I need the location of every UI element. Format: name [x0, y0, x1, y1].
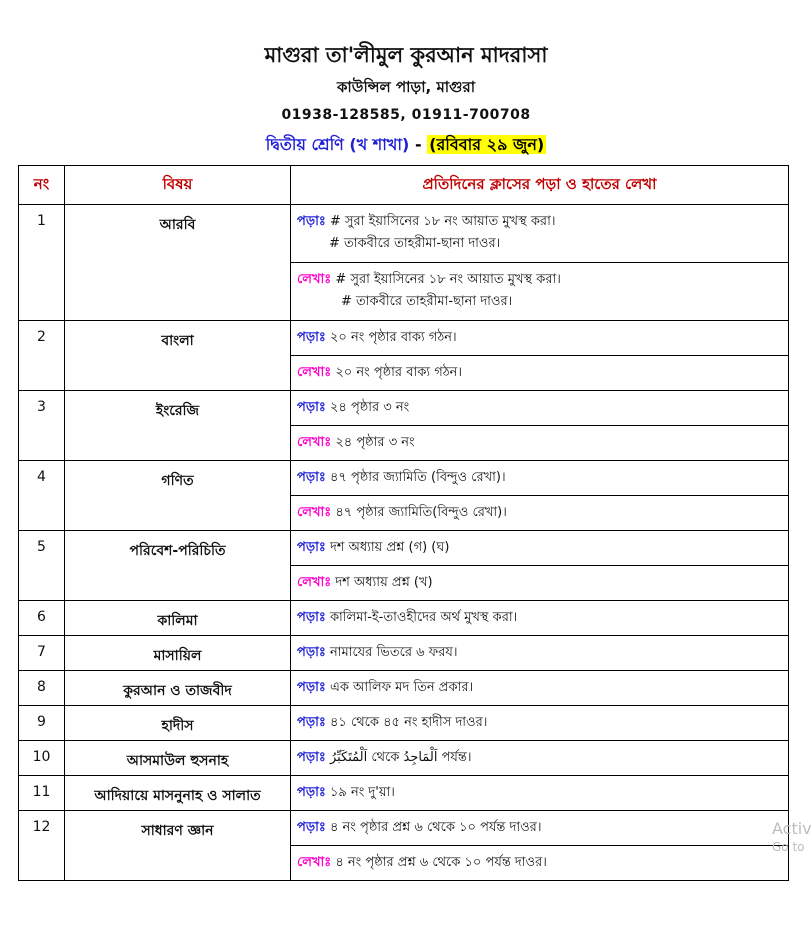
madrasa-title: মাগুরা তা'লীমুল কুরআন মাদরাসা — [264, 43, 548, 67]
madrasa-phones: 01938-128585, 01911-700708 — [281, 107, 531, 123]
row-number: 1 — [19, 205, 65, 321]
reading-label: পড়াঃ — [297, 680, 326, 695]
table-row — [19, 636, 789, 671]
writing-text: # সুরা ইয়াসিনের ১৮ নং আয়াত মুখস্থ করা। — [331, 272, 561, 287]
reading-cell — [291, 391, 789, 426]
row-number: 4 — [19, 461, 65, 531]
column-header-activity: প্রতিদিনের ক্লাসের পড়া ও হাতের লেখা — [291, 166, 789, 205]
reading-cell — [291, 741, 789, 776]
row-number: 10 — [19, 741, 65, 776]
writing-label: লেখাঃ — [297, 575, 332, 590]
reading-label: পড়াঃ — [297, 214, 326, 229]
writing-cell — [291, 846, 789, 881]
reading-cell — [291, 811, 789, 846]
writing-label: লেখাঃ — [297, 855, 332, 870]
row-subject: কালিমা — [65, 601, 291, 636]
watermark-line-1: Activ — [772, 819, 812, 838]
reading-label: পড়াঃ — [297, 610, 326, 625]
reading-text: ১৯ নং দু'য়া। — [325, 785, 395, 800]
reading-label: পড়াঃ — [297, 785, 326, 800]
row-subject: কুরআন ও তাজবীদ — [65, 671, 291, 706]
reading-text: ২০ নং পৃষ্ঠার বাক্য গঠন। — [325, 330, 457, 345]
column-header-no: নং — [19, 166, 65, 205]
reading-text: ৪ নং পৃষ্ঠার প্রশ্ন ৬ থেকে ১০ পর্যন্ত দাওর। — [325, 820, 542, 835]
row-number: 2 — [19, 321, 65, 391]
table-row — [19, 706, 789, 741]
writing-text: ৪ নং পৃষ্ঠার প্রশ্ন ৬ থেকে ১০ পর্যন্ত দাওর। — [331, 855, 547, 870]
writing-text: ২৪ পৃষ্ঠার ৩ নং — [331, 435, 415, 450]
reading-label: পড়াঃ — [297, 540, 326, 555]
reading-text: ৪১ থেকে ৪৫ নং হাদীস দাওর। — [325, 715, 488, 730]
reading-text: ২৪ পৃষ্ঠার ৩ নং — [325, 400, 410, 415]
row-subject: বাংলা — [65, 321, 291, 391]
reading-text: দশ অধ্যায় প্রশ্ন (গ) (ঘ) — [325, 540, 450, 555]
table-row — [19, 321, 789, 356]
writing-cell — [291, 356, 789, 391]
reading-cell — [291, 531, 789, 566]
row-number: 12 — [19, 811, 65, 881]
reading-text: # সুরা ইয়াসিনের ১৮ নং আয়াত মুখস্থ করা। — [325, 214, 556, 229]
reading-cell — [291, 461, 789, 496]
row-number: 6 — [19, 601, 65, 636]
writing-cell — [291, 263, 789, 321]
writing-line-2: # তাকবীরে তাহরীমা-ছানা দাওর। — [341, 294, 513, 309]
row-number: 8 — [19, 671, 65, 706]
date-label: (রবিবার ২৯ জুন) — [429, 135, 545, 154]
row-subject: আদিয়ায়ে মাসনুনাহ ও সালাত — [65, 776, 291, 811]
reading-text: এক আলিফ মদ তিন প্রকার। — [325, 680, 474, 695]
class-date-separator: - — [409, 135, 428, 154]
writing-cell — [291, 496, 789, 531]
writing-label: লেখাঃ — [297, 272, 332, 287]
table-row — [19, 811, 789, 846]
reading-cell — [291, 636, 789, 671]
row-number: 9 — [19, 706, 65, 741]
reading-text: কালিমা-ই-তাওহীদের অর্থ মুখস্থ করা। — [325, 610, 518, 625]
row-subject: আসমাউল হুসনাহ — [65, 741, 291, 776]
table-row — [19, 601, 789, 636]
row-number: 7 — [19, 636, 65, 671]
routine-table — [18, 165, 789, 881]
writing-cell — [291, 426, 789, 461]
reading-label: পড়াঃ — [297, 330, 326, 345]
class-label: দ্বিতীয় শ্রেণি (খ শাখা) — [265, 135, 410, 154]
writing-text: ৪৭ পৃষ্ঠার জ্যামিতি(বিন্দুও রেখা)। — [331, 505, 507, 520]
table-row — [19, 205, 789, 263]
row-subject: আরবি — [65, 205, 291, 321]
row-number: 5 — [19, 531, 65, 601]
column-header-subject: বিষয় — [65, 166, 291, 205]
reading-line — [297, 211, 788, 233]
row-subject: ইংরেজি — [65, 391, 291, 461]
row-subject: পরিবেশ-পরিচিতি — [65, 531, 291, 601]
reading-label: পড়াঃ — [297, 715, 326, 730]
table-row — [19, 776, 789, 811]
writing-text: ২০ নং পৃষ্ঠার বাক্য গঠন। — [331, 365, 463, 380]
writing-label: লেখাঃ — [297, 505, 332, 520]
reading-text: নামাযের ভিতরে ৬ ফরয। — [325, 645, 458, 660]
row-subject: মাসায়িল — [65, 636, 291, 671]
reading-cell — [291, 321, 789, 356]
writing-text: দশ অধ্যায় প্রশ্ন (খ) — [331, 575, 433, 590]
reading-line-2: # তাকবীরে তাহরীমা-ছানা দাওর। — [329, 236, 501, 251]
reading-label: পড়াঃ — [297, 400, 326, 415]
writing-label: লেখাঃ — [297, 435, 332, 450]
table-row — [19, 671, 789, 706]
madrasa-address: কাউন্সিল পাড়া, মাগুরা — [336, 78, 476, 96]
watermark-line-2: Go to — [772, 840, 805, 854]
row-number: 11 — [19, 776, 65, 811]
row-subject: হাদীস — [65, 706, 291, 741]
reading-cell — [291, 671, 789, 706]
table-row — [19, 531, 789, 566]
table-row — [19, 741, 789, 776]
row-subject: গণিত — [65, 461, 291, 531]
writing-cell — [291, 566, 789, 601]
row-number: 3 — [19, 391, 65, 461]
reading-label: পড়াঃ — [297, 750, 326, 765]
document-header — [0, 38, 812, 160]
reading-cell — [291, 601, 789, 636]
class-line — [0, 130, 812, 160]
writing-line — [297, 269, 788, 291]
reading-text: اَلْمُتَكَبِّرُ থেকে اَلْمَاجِدُ পর্যন্ত। — [325, 750, 472, 765]
table-row — [19, 391, 789, 426]
row-subject: সাধারণ জ্ঞান — [65, 811, 291, 881]
reading-label: পড়াঃ — [297, 645, 326, 660]
reading-label: পড়াঃ — [297, 470, 326, 485]
reading-text: ৪৭ পৃষ্ঠার জ্যামিতি (বিন্দুও রেখা)। — [325, 470, 506, 485]
reading-cell — [291, 706, 789, 741]
reading-label: পড়াঃ — [297, 820, 326, 835]
reading-cell — [291, 205, 789, 263]
table-row — [19, 461, 789, 496]
writing-label: লেখাঃ — [297, 365, 332, 380]
activate-windows-watermark — [772, 820, 812, 856]
table-header-row — [19, 166, 789, 205]
reading-cell — [291, 776, 789, 811]
